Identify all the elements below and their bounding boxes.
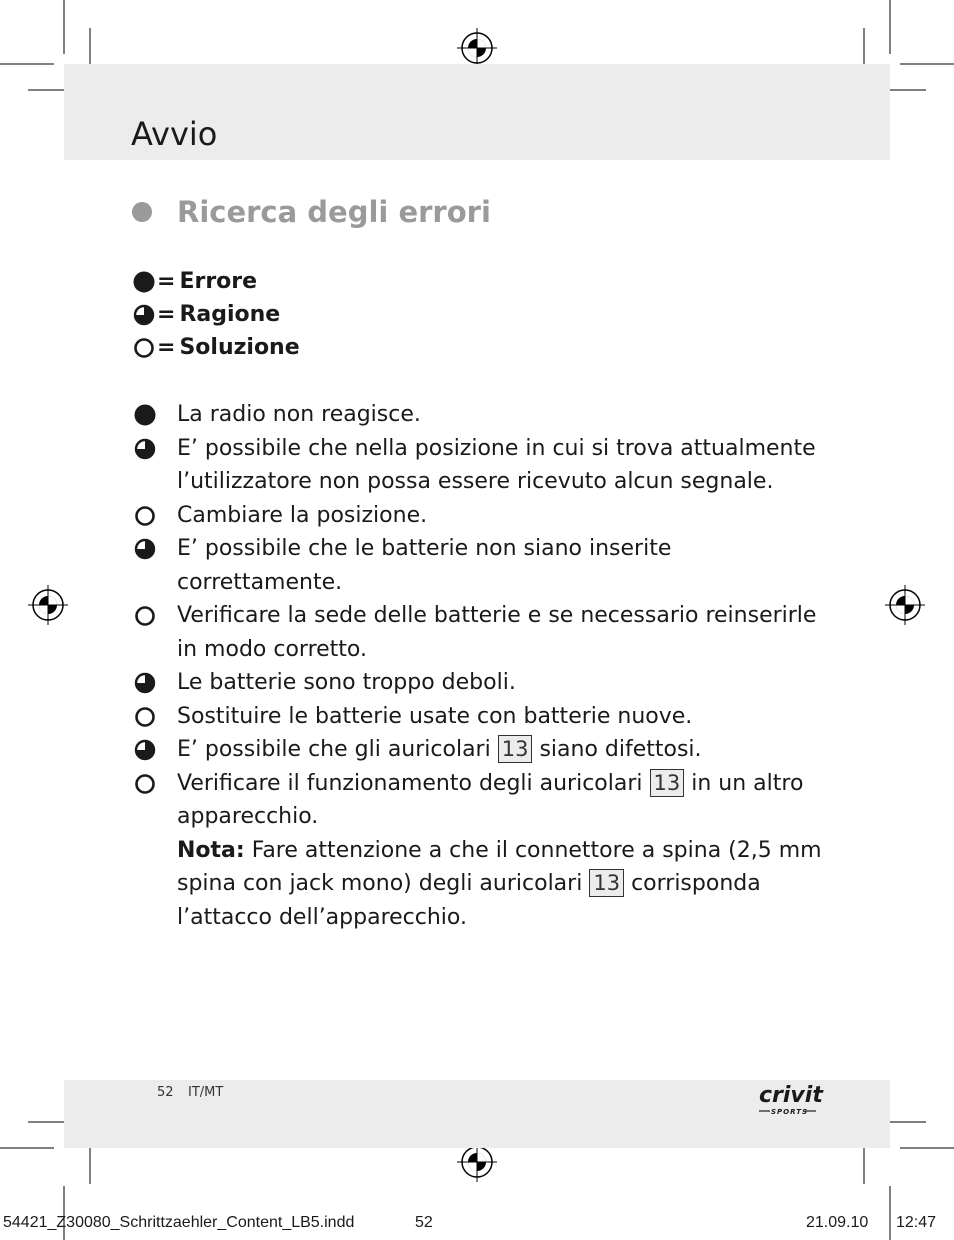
item-text: Verificare la sede delle batterie e se necessario reinserirle in modo corretto. — [177, 603, 817, 662]
note-text: corrisponda l’attacco dell’apparecchio. — [177, 871, 761, 930]
item-text: La radio non reagisce. — [177, 402, 421, 427]
half-circle-icon — [134, 739, 156, 761]
legend-item-ragione — [133, 298, 300, 331]
item-text: E’ possibile che le batterie non siano inserite correttamente. — [177, 536, 672, 595]
note-label: Nota: — [177, 837, 245, 863]
legend-equals: = — [157, 335, 176, 360]
list-item — [132, 666, 832, 700]
list-item — [132, 499, 832, 533]
legend-term: Errore — [179, 269, 258, 294]
item-text: Sostituire le batterie usate con batterie nuove. — [177, 703, 693, 729]
brand-name: crivit — [759, 1083, 823, 1108]
legend-term: Soluzione — [179, 335, 300, 360]
registration-mark-top — [457, 28, 497, 68]
item-text: E’ possibile che nella posizione in cui si trova attualmente l’utilizzatore non possa essere ricevuto alcun segnale. — [177, 435, 816, 494]
item-text: Cambiare la posizione. — [177, 502, 428, 528]
list-item — [132, 432, 832, 499]
part-reference: 13 — [650, 769, 685, 797]
list-item — [132, 767, 832, 834]
item-text: siano difettosi. — [539, 737, 702, 762]
slug-time: 12:47 — [896, 1214, 937, 1231]
registration-mark-left — [28, 585, 68, 625]
empty-circle-icon — [134, 773, 156, 795]
slug-page: 52 — [415, 1214, 433, 1231]
legend-equals: = — [157, 269, 176, 294]
page-title: Avvio — [131, 115, 218, 153]
legend-term: Ragione — [179, 302, 281, 327]
legend-item-soluzione — [133, 331, 300, 364]
list-item — [132, 700, 832, 734]
page-number: 52 — [157, 1085, 174, 1100]
brand-sub: SPORTS — [771, 1108, 809, 1116]
list-item — [132, 599, 832, 666]
section-title: Ricerca degli errori — [177, 195, 491, 229]
half-circle-icon — [134, 672, 156, 694]
item-text: E’ possibile che gli auricolari — [177, 737, 491, 762]
empty-circle-icon — [133, 337, 155, 359]
language-code: IT/MT — [188, 1085, 224, 1100]
legend-equals: = — [157, 302, 176, 327]
filled-circle-icon — [134, 404, 156, 426]
crivit-logo — [756, 1082, 826, 1118]
note — [132, 834, 832, 935]
section-heading — [132, 192, 491, 232]
registration-mark-right — [885, 585, 925, 625]
part-reference: 13 — [498, 735, 533, 763]
part-reference: 13 — [589, 869, 624, 897]
item-text: in un altro apparecchio. — [177, 770, 804, 829]
half-circle-icon — [134, 538, 156, 560]
slug-filename: 54421_Z30080_Schrittzaehler_Content_LB5.indd — [3, 1214, 355, 1231]
list-item — [132, 532, 832, 599]
empty-circle-icon — [134, 505, 156, 527]
half-circle-icon — [133, 304, 155, 326]
item-text: Le batterie sono troppo deboli. — [177, 670, 516, 695]
slug-date: 21.09.10 — [806, 1214, 869, 1231]
bullet-dot-icon — [132, 202, 152, 222]
troubleshooting-list — [132, 398, 832, 934]
list-item — [132, 733, 832, 767]
list-item — [132, 398, 832, 432]
note-text: Fare attenzione a che il connettore a spina (2,5 mm spina con jack mono) degli auricolari — [177, 837, 822, 896]
filled-circle-icon — [133, 271, 155, 293]
half-circle-icon — [134, 438, 156, 460]
empty-circle-icon — [134, 706, 156, 728]
item-text: Verificare il funzionamento degli auricolari — [177, 770, 643, 796]
legend-item-errore — [133, 265, 300, 298]
registration-mark-bottom — [457, 1142, 497, 1182]
empty-circle-icon — [134, 605, 156, 627]
symbol-legend — [133, 265, 300, 364]
